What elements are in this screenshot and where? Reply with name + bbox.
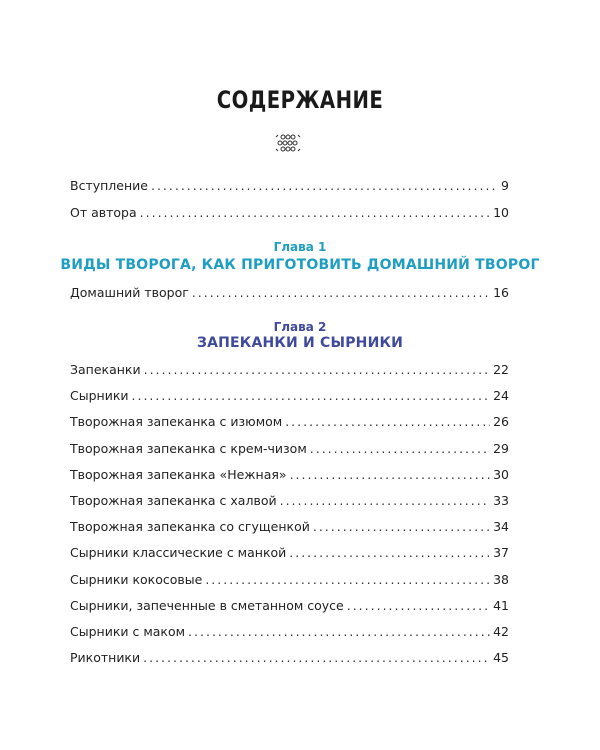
toc-entry-page: 24 — [493, 388, 509, 404]
toc-entry-label: Творожная запеканка с крем-чизом — [70, 440, 307, 456]
toc-entry-label: Творожная запеканка с халвой — [70, 493, 277, 508]
toc-entry-page: 30 — [493, 466, 509, 482]
toc-entry-page: 33 — [493, 493, 509, 508]
toc-entry-page: 16 — [493, 285, 509, 300]
dot-leader — [151, 178, 498, 193]
chapter-2-title[interactable]: ЗАПЕКАНКИ И СЫРНИКИ — [196, 335, 404, 351]
toc-entry-page: 9 — [501, 178, 509, 193]
toc-entry-intro[interactable] — [70, 178, 509, 196]
toc-entry-label: Запеканки — [70, 362, 141, 377]
toc-entry-page: 26 — [493, 414, 509, 430]
dot-leader — [205, 572, 490, 587]
toc-entry[interactable] — [70, 572, 509, 590]
dot-leader — [192, 285, 490, 300]
toc-entry-label: Рикотники — [70, 650, 141, 666]
dot-leader — [347, 598, 490, 613]
dot-leader — [132, 388, 491, 403]
dot-leader — [144, 362, 491, 377]
toc-entry-label: Вступление — [70, 178, 148, 193]
toc-entry[interactable] — [70, 362, 509, 380]
toc-entry[interactable] — [70, 388, 509, 406]
toc-entry-label: Творожная запеканка «Нежная» — [70, 466, 287, 482]
toc-entry[interactable] — [70, 519, 509, 537]
toc-entry-page: 41 — [493, 597, 509, 613]
toc-entry-label: Сырники с маком — [70, 624, 186, 639]
dot-leader — [310, 441, 490, 456]
toc-entry[interactable] — [70, 414, 509, 432]
toc-entry-page: 45 — [493, 650, 509, 666]
toc-entry-page: 34 — [493, 519, 509, 535]
toc-entry[interactable] — [70, 493, 509, 511]
dot-leader — [188, 624, 490, 639]
dot-leader — [280, 493, 491, 508]
toc-entry-page: 37 — [493, 545, 509, 561]
toc-entry[interactable] — [70, 598, 509, 616]
toc-entry[interactable] — [70, 467, 509, 485]
toc-entry-label: Сырники кокосовые — [70, 571, 203, 587]
dot-leader — [313, 519, 490, 534]
toc-entry-author[interactable] — [70, 205, 509, 223]
chapter-1-number: Глава 1 — [273, 240, 327, 254]
toc-entry[interactable] — [70, 285, 509, 303]
toc-entry[interactable] — [70, 545, 509, 563]
toc-entry-label: Сырники классические с манкой — [70, 545, 287, 561]
toc-entry-label: От автора — [70, 205, 137, 220]
dots-ornament-icon — [274, 131, 302, 155]
toc-entry-label: Творожная запеканка с изюмом — [70, 414, 283, 430]
toc-entry-page: 10 — [493, 205, 509, 220]
dot-leader — [285, 414, 490, 429]
dot-leader — [143, 650, 490, 665]
toc-entry[interactable] — [70, 650, 509, 668]
toc-entry-page: 29 — [493, 440, 509, 456]
toc-entry-page: 22 — [493, 362, 509, 377]
toc-entry[interactable] — [70, 441, 509, 459]
chapter-2-number: Глава 2 — [273, 320, 327, 334]
toc-entry-page: 38 — [493, 571, 509, 587]
toc-entry-label: Сырники — [70, 388, 129, 404]
toc-entry-page: 42 — [493, 624, 509, 639]
dot-leader — [289, 545, 490, 560]
toc-entry-label: Домашний творог — [70, 285, 189, 300]
dot-leader — [290, 467, 491, 482]
toc-entry-label: Творожная запеканка со сгущенкой — [70, 519, 310, 535]
toc-entry-label: Сырники, запеченные в сметанном соусе — [70, 597, 344, 613]
toc-entry[interactable] — [70, 624, 509, 642]
page-title: СОДЕРЖАНИЕ — [216, 86, 384, 114]
chapter-1-title[interactable]: ВИДЫ ТВОРОГА, КАК ПРИГОТОВИТЬ ДОМАШНИЙ ТВОРОГ — [60, 257, 540, 273]
dot-leader — [140, 205, 490, 220]
